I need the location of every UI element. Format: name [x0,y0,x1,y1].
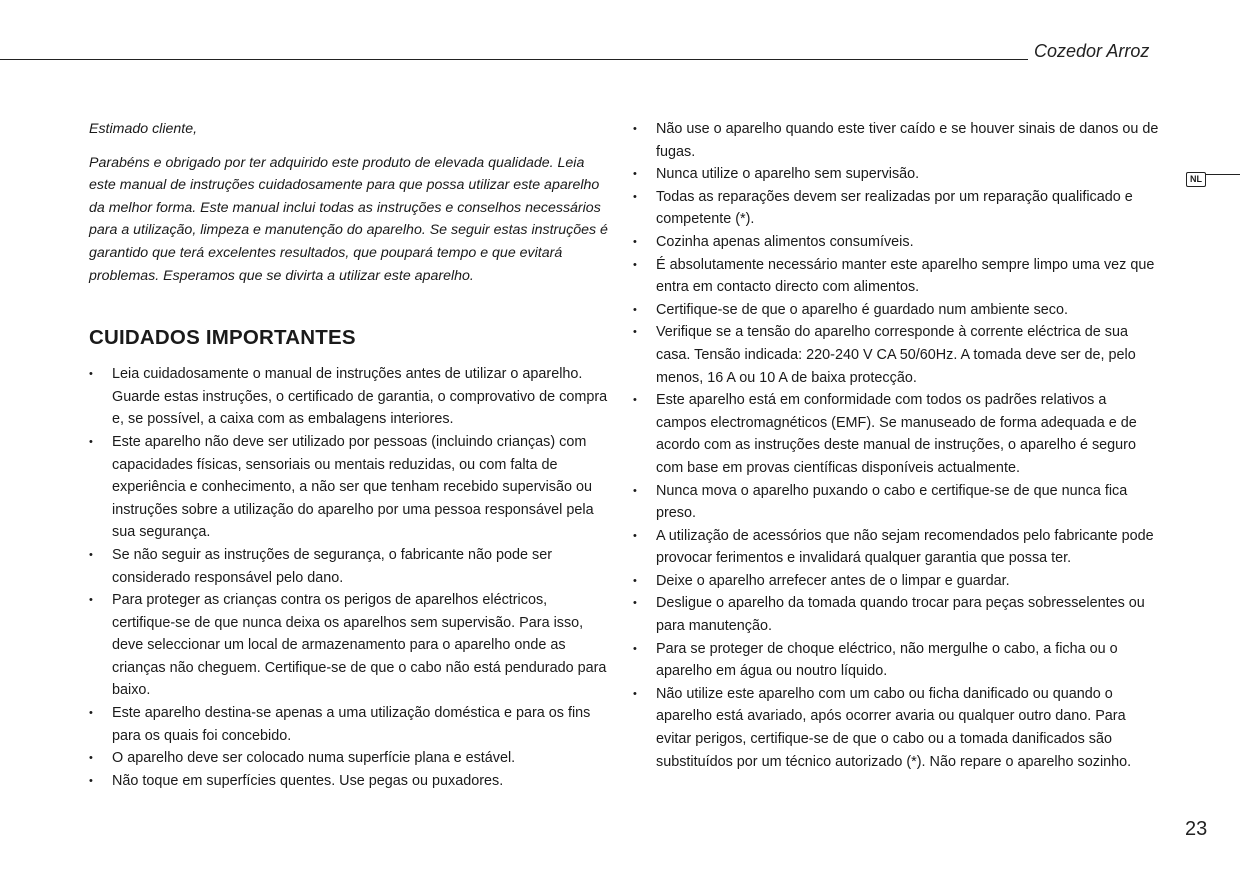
list-item-text: Se não seguir as instruções de segurança, o fabricante não pode ser considerado responsável pelo dano. [112,546,552,586]
bullet-icon: • [633,123,637,135]
list-item [633,592,1159,637]
list-item-text: É absolutamente necessário manter este aparelho sempre limpo uma vez que entra em contacto directo com alimentos. [656,256,1155,296]
right-bullet-list [633,118,1159,773]
bullet-icon: • [89,752,93,765]
header-rule [0,59,1028,60]
intro-block [89,118,609,287]
language-tab-rule [1206,174,1240,175]
list-item [633,321,1159,389]
list-item [633,163,1159,186]
list-item-text: O aparelho deve ser colocado numa superfície plana e estável. [112,750,516,767]
bullet-icon: • [633,394,637,407]
list-item [89,770,609,793]
list-item [633,570,1159,593]
bullet-icon: • [89,707,93,720]
list-item [89,589,609,702]
running-header-title: Cozedor Arroz [1034,41,1150,61]
bullet-icon: • [633,190,637,203]
bullet-icon: • [633,326,637,339]
list-item-text: Desligue o aparelho da tomada quando trocar para peças sobresselentes ou para manutenção. [656,595,1145,635]
page-number: 23 [1185,818,1208,840]
right-column [633,118,1159,773]
list-item-text: Cozinha apenas alimentos consumíveis. [656,233,914,250]
bullet-icon: • [633,687,637,700]
list-item [89,431,609,544]
bullet-icon: • [633,529,637,542]
bullet-icon: • [633,303,637,316]
list-item [89,544,609,589]
bullet-icon: • [89,368,93,381]
language-tab-label: NL [1186,172,1206,187]
language-tab [1186,172,1240,187]
list-item [633,389,1159,479]
list-item-text: A utilização de acessórios que não sejam recomendados pelo fabricante pode provocar ferimentos e invalidará qualquer garantia que possa ter. [656,527,1154,567]
list-item-text: Este aparelho destina-se apenas a uma utilização doméstica e para os fins para os quais foi concebido. [112,705,591,744]
bullet-icon: • [89,774,93,787]
list-item [633,525,1159,570]
list-item [633,480,1159,525]
list-item [633,254,1159,299]
bullet-icon: • [633,642,637,655]
list-item-text: Nunca mova o aparelho puxando o cabo e certifique-se de que nunca fica preso. [656,482,1128,522]
list-item-text: Todas as reparações devem ser realizadas por um reparação qualificado e competente (*). [656,188,1133,228]
left-bullet-list [89,363,609,792]
list-item [89,702,609,747]
section-title: CUIDADOS IMPORTANTES [89,326,356,350]
list-item-text: Não utilize este aparelho com um cabo ou ficha danificado ou quando o aparelho está avariado, após ocorrer avaria ou qualquer outro dano. Para evitar perigos, certifique-se de que o cabo ou a tomada danificados são substituídos por um técnico autorizado (*). Não repare o aparelho sozinho. [656,685,1132,770]
list-item-text: Certifique-se de que o aparelho é guardado num ambiente seco. [656,301,1069,318]
left-column [89,118,609,792]
bullet-icon: • [633,574,637,587]
list-item-text: Este aparelho não deve ser utilizado por pessoas (incluindo crianças) com capacidades físicas, sensoriais ou mentais reduzidas, ou com falta de experiência e conhecimento, a não ser que tenham recebido supervisão ou instruções sobre a utilização do aparelho por uma pessoa responsável pela sua segurança. [112,433,594,541]
bullet-icon: • [633,235,637,248]
intro-body: Parabéns e obrigado por ter adquirido este produto de elevada qualidade. Leia este manual de instruções cuidadosamente para que possa utilizar este aparelho da melhor forma. Este manual inclui todas as instruções e conselhos necessários para a utilização, limpeza e manutenção do aparelho. Se seguir estas instruções é garantido que terá excelentes resultados, que poupará tempo e que evitará problemas. Esperamos que se divirta a utilizar este aparelho. [89,154,608,284]
list-item [89,747,609,770]
intro-greeting: Estimado cliente, [89,121,198,137]
list-item-text: Para proteger as crianças contra os perigos de aparelhos eléctricos, certifique-se de que nunca deixa os aparelhos sem supervisão. Para isso, deve seleccionar um local de armazenamento para o aparelho onde as crianças não cheguem. Certifique-se de que o cabo não está pendurado para baixo. [112,592,607,699]
list-item-text: Para se proteger de choque eléctrico, não mergulhe o cabo, a ficha ou o aparelho em água ou noutro líquido. [656,640,1118,680]
list-item-text: Verifique se a tensão do aparelho corresponde à corrente eléctrica de sua casa. Tensão indicada: 220-240 V CA 50/60Hz. A tomada deve ser de, pelo menos, 16 A ou 10 A de baixa protecção. [656,324,1136,386]
list-item [633,683,1159,773]
list-item [633,186,1159,231]
list-item [89,363,609,431]
bullet-icon: • [633,597,637,610]
list-item-text: Não toque em superfícies quentes. Use pegas ou puxadores. [112,772,504,789]
bullet-icon: • [89,435,93,448]
list-item [633,638,1159,683]
list-item-text: Leia cuidadosamente o manual de instruções antes de utilizar o aparelho. Guarde estas instruções, o certificado de garantia, o comprovativo de compra e, se possível, a caixa com as embalagens interiores. [112,366,608,428]
list-item [633,118,1159,163]
bullet-icon: • [633,258,637,271]
bullet-icon: • [633,484,637,497]
list-item [633,231,1159,254]
list-item-text: Não use o aparelho quando este tiver caído e se houver sinais de danos ou de fugas. [656,121,1159,160]
list-item-text: Nunca utilize o aparelho sem supervisão. [656,166,920,183]
bullet-icon: • [633,168,637,181]
list-item-text: Este aparelho está em conformidade com todos os padrões relativos a campos electromagnéticos (EMF). Se manuseado de forma adequada e de acordo com as instruções deste manual de instruções, o aparelho é seguro com base em provas científicas disponíveis actualmente. [656,392,1137,476]
bullet-icon: • [89,548,93,561]
bullet-icon: • [89,594,93,607]
list-item-text: Deixe o aparelho arrefecer antes de o limpar e guardar. [656,572,1010,589]
list-item [633,299,1159,322]
